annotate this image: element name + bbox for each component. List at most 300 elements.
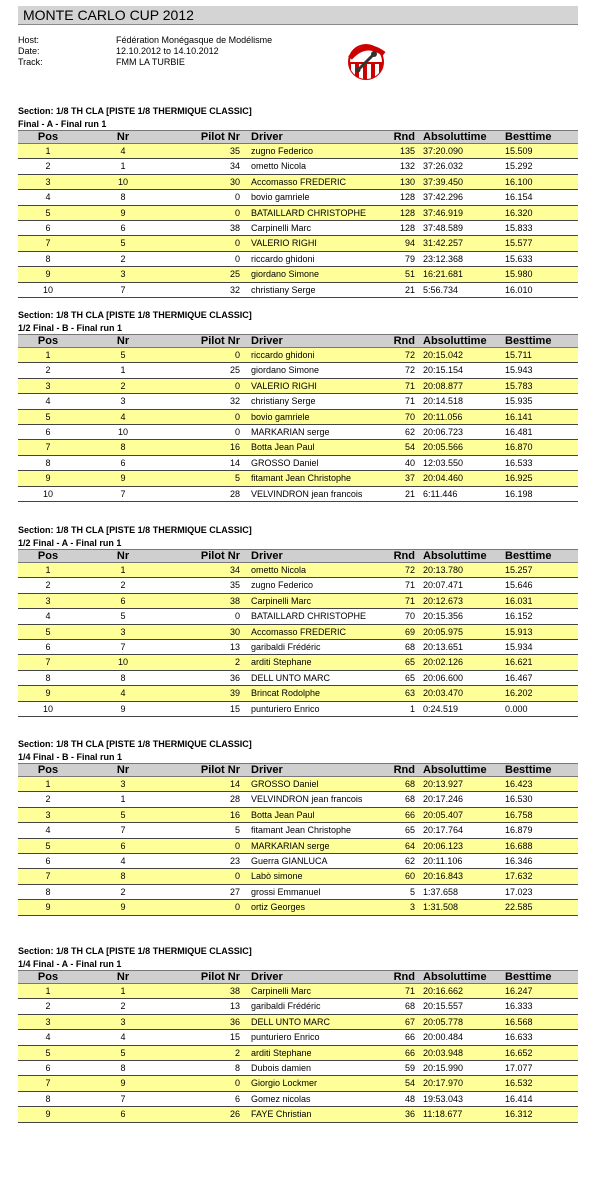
cell-absoluttime: 19:53.043 xyxy=(423,1093,464,1104)
cell-pos: 1 xyxy=(45,350,51,360)
cell-driver: Brincat Rodolphe xyxy=(251,688,321,699)
table-row xyxy=(18,144,578,159)
column-header-pos: Pos xyxy=(37,131,59,143)
cell-absoluttime: 5:56.734 xyxy=(423,284,459,295)
cell-pos: 5 xyxy=(45,1047,51,1058)
cell-besttime: 16.031 xyxy=(505,595,533,606)
cell-pos: 3 xyxy=(45,595,51,606)
column-header-absoluttime: Absoluttime xyxy=(423,335,487,347)
cell-rnd: 72 xyxy=(404,350,415,360)
table-row xyxy=(18,885,578,900)
cell-driver: VELVINDRON jean francois xyxy=(251,794,363,805)
cell-besttime: 16.621 xyxy=(505,657,533,668)
cell-rnd: 65 xyxy=(404,672,415,683)
cell-absoluttime: 20:05.566 xyxy=(423,442,464,453)
table-row xyxy=(18,854,578,869)
column-header-besttime: Besttime xyxy=(505,971,552,983)
cell-pilot-nr: 28 xyxy=(229,488,240,499)
table-header xyxy=(18,549,578,563)
cell-rnd: 66 xyxy=(404,1047,415,1058)
cell-rnd: 71 xyxy=(404,380,415,391)
column-header-driver: Driver xyxy=(251,550,283,562)
column-header-absoluttime: Absoluttime xyxy=(423,131,487,143)
cell-pos: 9 xyxy=(45,269,51,280)
cell-absoluttime: 20:02.126 xyxy=(423,657,464,668)
cell-besttime: 16.758 xyxy=(505,809,533,820)
table-row xyxy=(18,190,578,205)
cell-nr: 4 xyxy=(120,855,126,866)
cell-nr: 9 xyxy=(120,1078,126,1089)
table-row xyxy=(18,1061,578,1076)
cell-pos: 7 xyxy=(45,442,51,453)
cell-besttime: 17.023 xyxy=(505,886,533,897)
cell-pilot-nr: 34 xyxy=(229,161,240,172)
cell-besttime: 16.568 xyxy=(505,1016,533,1027)
cell-besttime: 16.652 xyxy=(505,1047,533,1058)
cell-pos: 8 xyxy=(45,1093,51,1104)
cell-besttime: 15.934 xyxy=(505,641,533,652)
info-value: 12.10.2012 to 14.10.2012 xyxy=(116,46,219,56)
cell-nr: 7 xyxy=(120,825,126,836)
section-subtitle: Final - A - Final run 1 xyxy=(18,119,107,129)
cell-absoluttime: 20:06.600 xyxy=(423,672,464,683)
cell-pos: 2 xyxy=(45,1001,51,1012)
table-row xyxy=(18,869,578,884)
cell-pos: 2 xyxy=(45,794,51,805)
cell-driver: Labò simone xyxy=(251,871,303,882)
cell-absoluttime: 16:21.681 xyxy=(423,269,464,280)
cell-rnd: 79 xyxy=(404,253,415,264)
cell-absoluttime: 20:03.470 xyxy=(423,688,464,699)
table-row xyxy=(18,563,578,578)
cell-rnd: 128 xyxy=(399,207,415,218)
cell-pilot-nr: 0 xyxy=(234,253,240,264)
cell-absoluttime: 20:17.246 xyxy=(423,794,464,805)
column-header-pos: Pos xyxy=(37,550,59,562)
column-header-rnd: Rnd xyxy=(393,131,415,143)
table-row xyxy=(18,425,578,440)
cell-nr: 7 xyxy=(120,488,126,499)
cell-absoluttime: 20:12.673 xyxy=(423,595,464,606)
column-header-pos: Pos xyxy=(37,764,59,776)
cell-driver: VALERIO RIGHI xyxy=(251,238,317,249)
cell-rnd: 64 xyxy=(404,840,415,851)
column-header-besttime: Besttime xyxy=(505,335,552,347)
results-table xyxy=(18,549,578,717)
cell-rnd: 66 xyxy=(404,809,415,820)
cell-pilot-nr: 0 xyxy=(234,611,240,622)
cell-nr: 1 xyxy=(120,565,126,575)
cell-pilot-nr: 14 xyxy=(229,779,240,789)
cell-pilot-nr: 5 xyxy=(234,825,240,836)
cell-besttime: 16.247 xyxy=(505,986,533,996)
cell-besttime: 15.711 xyxy=(505,350,532,360)
cell-besttime: 16.423 xyxy=(505,779,533,789)
cell-pilot-nr: 14 xyxy=(229,457,240,468)
cell-driver: MARKARIAN serge xyxy=(251,426,330,437)
cell-absoluttime: 20:13.927 xyxy=(423,779,464,789)
cell-pos: 6 xyxy=(45,855,51,866)
cell-rnd: 71 xyxy=(404,396,415,407)
table-row xyxy=(18,363,578,378)
cell-absoluttime: 20:06.123 xyxy=(423,840,464,851)
cell-driver: arditi Stephane xyxy=(251,1047,312,1058)
column-header-driver: Driver xyxy=(251,971,283,983)
cell-driver: Carpinelli Marc xyxy=(251,986,312,996)
column-header-nr: Nr xyxy=(116,971,130,983)
cell-besttime: 16.467 xyxy=(505,672,533,683)
cell-pilot-nr: 16 xyxy=(229,809,240,820)
cell-driver: zugno Federico xyxy=(251,146,314,156)
cell-driver: giordano Simone xyxy=(251,365,320,376)
column-header-pos: Pos xyxy=(37,971,59,983)
cell-pilot-nr: 38 xyxy=(229,986,240,996)
cell-nr: 8 xyxy=(120,871,126,882)
table-row xyxy=(18,984,578,999)
table-row xyxy=(18,640,578,655)
cell-nr: 2 xyxy=(120,253,126,264)
cell-pos: 1 xyxy=(45,565,51,575)
table-row xyxy=(18,900,578,915)
cell-nr: 1 xyxy=(120,794,126,805)
section-title: Section: 1/8 TH CLA [PISTE 1/8 THERMIQUE CLASSIC] xyxy=(18,525,252,535)
table-row xyxy=(18,379,578,394)
cell-pilot-nr: 35 xyxy=(229,146,240,156)
cell-nr: 6 xyxy=(120,1109,126,1120)
cell-nr: 7 xyxy=(120,284,126,295)
cell-pilot-nr: 15 xyxy=(229,1032,240,1043)
cell-absoluttime: 20:00.484 xyxy=(423,1032,464,1043)
cell-rnd: 65 xyxy=(404,657,415,668)
cell-driver: giordano Simone xyxy=(251,269,320,280)
info-value: Fédération Monégasque de Modélisme xyxy=(116,35,273,45)
table-row xyxy=(18,1076,578,1091)
cell-rnd: 68 xyxy=(404,641,415,652)
cell-nr: 2 xyxy=(120,580,126,591)
cell-driver: garibaldi Frédéric xyxy=(251,641,321,652)
cell-besttime: 17.077 xyxy=(505,1062,533,1073)
cell-besttime: 15.833 xyxy=(505,222,533,233)
cell-driver: bovio gamriele xyxy=(251,411,310,422)
column-header-rnd: Rnd xyxy=(393,764,415,776)
cell-driver: ometto Nicola xyxy=(251,565,307,575)
cell-rnd: 66 xyxy=(404,1032,415,1043)
cell-pilot-nr: 25 xyxy=(229,269,240,280)
cell-pos: 1 xyxy=(45,779,51,789)
cell-absoluttime: 37:48.589 xyxy=(423,222,464,233)
cell-pilot-nr: 5 xyxy=(234,473,240,484)
cell-pilot-nr: 30 xyxy=(229,626,240,637)
column-header-pilot-nr: Pilot Nr xyxy=(200,764,240,776)
cell-besttime: 16.320 xyxy=(505,207,533,218)
cell-absoluttime: 20:03.948 xyxy=(423,1047,464,1058)
cell-absoluttime: 23:12.368 xyxy=(423,253,464,264)
cell-driver: Accomasso FREDERIC xyxy=(251,176,347,187)
table-row xyxy=(18,823,578,838)
cell-pos: 7 xyxy=(45,871,51,882)
cell-pos: 10 xyxy=(42,703,53,714)
cell-pos: 9 xyxy=(45,473,51,484)
table-row xyxy=(18,410,578,425)
cell-absoluttime: 12:03.550 xyxy=(423,457,464,468)
column-header-driver: Driver xyxy=(251,131,283,143)
table-row xyxy=(18,999,578,1014)
table-row xyxy=(18,1030,578,1045)
table-row xyxy=(18,394,578,409)
cell-besttime: 15.646 xyxy=(505,580,533,591)
results-table xyxy=(18,763,578,916)
cell-nr: 1 xyxy=(120,365,126,376)
cell-absoluttime: 1:31.508 xyxy=(423,902,459,913)
table-header xyxy=(18,334,578,348)
cell-absoluttime: 20:15.990 xyxy=(423,1062,464,1073)
table-row xyxy=(18,487,578,502)
cell-driver: FAYE Christian xyxy=(251,1109,312,1120)
cell-rnd: 36 xyxy=(404,1109,415,1120)
cell-pilot-nr: 0 xyxy=(234,1078,240,1089)
cell-pos: 5 xyxy=(45,626,51,637)
cell-nr: 5 xyxy=(120,1047,126,1058)
cell-nr: 1 xyxy=(120,986,126,996)
cell-driver: fitamant Jean Christophe xyxy=(251,825,352,836)
cell-nr: 9 xyxy=(120,207,126,218)
cell-besttime: 16.312 xyxy=(505,1109,533,1120)
cell-driver: Botta Jean Paul xyxy=(251,442,315,453)
column-header-absoluttime: Absoluttime xyxy=(423,971,487,983)
column-header-pilot-nr: Pilot Nr xyxy=(200,131,240,143)
cell-pilot-nr: 25 xyxy=(229,365,240,376)
cell-rnd: 40 xyxy=(404,457,415,468)
cell-nr: 4 xyxy=(120,688,126,699)
cell-rnd: 1 xyxy=(409,703,415,714)
cell-besttime: 16.141 xyxy=(505,411,533,422)
column-header-driver: Driver xyxy=(251,764,283,776)
cell-driver: arditi Stephane xyxy=(251,657,312,668)
cell-rnd: 3 xyxy=(409,902,415,913)
cell-nr: 3 xyxy=(120,626,126,637)
cell-nr: 3 xyxy=(120,269,126,280)
cell-driver: Botta Jean Paul xyxy=(251,809,315,820)
cell-nr: 3 xyxy=(120,1016,126,1027)
cell-driver: ometto Nicola xyxy=(251,161,307,172)
cell-nr: 2 xyxy=(120,886,126,897)
cell-pilot-nr: 36 xyxy=(229,1016,240,1027)
results-table xyxy=(18,970,578,1123)
column-header-besttime: Besttime xyxy=(505,550,552,562)
page-title-bar xyxy=(18,6,578,25)
table-row xyxy=(18,594,578,609)
cell-driver: grossi Emmanuel xyxy=(251,886,321,897)
cell-driver: zugno Federico xyxy=(251,580,314,591)
cell-driver: VALERIO RIGHI xyxy=(251,380,317,391)
cell-nr: 4 xyxy=(120,1032,126,1043)
cell-rnd: 51 xyxy=(404,269,415,280)
cell-pos: 8 xyxy=(45,457,51,468)
cell-rnd: 132 xyxy=(399,161,415,172)
cell-besttime: 15.943 xyxy=(505,365,533,376)
table-row xyxy=(18,252,578,267)
table-row xyxy=(18,348,578,363)
column-header-absoluttime: Absoluttime xyxy=(423,764,487,776)
cell-pos: 5 xyxy=(45,840,51,851)
cell-rnd: 72 xyxy=(404,365,415,376)
info-label: Track: xyxy=(18,57,43,67)
cell-absoluttime: 20:05.975 xyxy=(423,626,464,637)
cell-rnd: 21 xyxy=(404,488,415,499)
table-row xyxy=(18,206,578,221)
cell-rnd: 70 xyxy=(404,411,415,422)
section-title: Section: 1/8 TH CLA [PISTE 1/8 THERMIQUE CLASSIC] xyxy=(18,310,252,320)
cell-besttime: 16.532 xyxy=(505,1078,533,1089)
cell-nr: 8 xyxy=(120,672,126,683)
cell-pos: 1 xyxy=(45,986,51,996)
table-row xyxy=(18,808,578,823)
table-header xyxy=(18,130,578,144)
table-row xyxy=(18,471,578,486)
column-header-pilot-nr: Pilot Nr xyxy=(200,335,240,347)
cell-rnd: 5 xyxy=(409,886,415,897)
section-subtitle: 1/2 Final - B - Final run 1 xyxy=(18,323,123,333)
table-row xyxy=(18,159,578,174)
table-row xyxy=(18,283,578,298)
cell-pos: 2 xyxy=(45,365,51,376)
cell-pos: 10 xyxy=(42,284,53,295)
cell-pos: 5 xyxy=(45,207,51,218)
cell-absoluttime: 20:06.723 xyxy=(423,426,464,437)
table-row xyxy=(18,456,578,471)
cell-driver: riccardo ghidoni xyxy=(251,253,315,264)
table-row xyxy=(18,236,578,251)
cell-driver: GROSSO Daniel xyxy=(251,457,319,468)
table-row xyxy=(18,1046,578,1061)
cell-besttime: 16.414 xyxy=(505,1093,533,1104)
cell-besttime: 15.577 xyxy=(505,238,533,249)
cell-driver: bovio gamriele xyxy=(251,192,310,203)
cell-besttime: 16.100 xyxy=(505,176,533,187)
cell-rnd: 94 xyxy=(404,238,415,249)
cell-rnd: 71 xyxy=(404,986,415,996)
cell-absoluttime: 20:11.106 xyxy=(423,855,463,866)
cell-besttime: 16.688 xyxy=(505,840,533,851)
column-header-rnd: Rnd xyxy=(393,550,415,562)
cell-besttime: 15.257 xyxy=(505,565,533,575)
column-header-absoluttime: Absoluttime xyxy=(423,550,487,562)
table-row xyxy=(18,671,578,686)
results-section xyxy=(18,523,578,717)
column-header-nr: Nr xyxy=(116,131,130,143)
cell-rnd: 60 xyxy=(404,871,415,882)
cell-driver: Carpinelli Marc xyxy=(251,222,312,233)
cell-pilot-nr: 28 xyxy=(229,794,240,805)
cell-rnd: 54 xyxy=(404,1078,415,1089)
cell-nr: 2 xyxy=(120,1001,126,1012)
cell-driver: BATAILLARD CHRISTOPHE xyxy=(251,611,367,622)
cell-besttime: 16.202 xyxy=(505,688,533,699)
cell-pos: 7 xyxy=(45,238,51,249)
cell-pilot-nr: 0 xyxy=(234,411,240,422)
cell-rnd: 128 xyxy=(399,192,415,203)
cell-pilot-nr: 0 xyxy=(234,380,240,391)
cell-absoluttime: 20:05.407 xyxy=(423,809,464,820)
cell-absoluttime: 20:17.970 xyxy=(423,1078,464,1089)
table-header xyxy=(18,763,578,777)
cell-rnd: 68 xyxy=(404,1001,415,1012)
cell-pos: 6 xyxy=(45,426,51,437)
cell-driver: punturiero Enrico xyxy=(251,703,320,714)
column-header-driver: Driver xyxy=(251,335,283,347)
cell-pos: 3 xyxy=(45,380,51,391)
section-title: Section: 1/8 TH CLA [PISTE 1/8 THERMIQUE CLASSIC] xyxy=(18,739,252,749)
cell-besttime: 15.509 xyxy=(505,146,533,156)
cell-besttime: 16.481 xyxy=(505,426,533,437)
cell-pilot-nr: 32 xyxy=(229,284,240,295)
cell-besttime: 15.292 xyxy=(505,161,533,172)
cell-pos: 7 xyxy=(45,1078,51,1089)
cell-pilot-nr: 8 xyxy=(234,1062,240,1073)
cell-rnd: 21 xyxy=(404,284,415,295)
cell-nr: 8 xyxy=(120,192,126,203)
cell-nr: 5 xyxy=(120,350,126,360)
table-row xyxy=(18,792,578,807)
cell-pilot-nr: 2 xyxy=(234,657,240,668)
cell-absoluttime: 1:37.658 xyxy=(423,886,459,897)
cell-nr: 6 xyxy=(120,222,126,233)
cell-pilot-nr: 0 xyxy=(234,871,240,882)
cell-rnd: 71 xyxy=(404,580,415,591)
table-row xyxy=(18,625,578,640)
cell-pos: 4 xyxy=(45,825,51,836)
cell-pilot-nr: 0 xyxy=(234,840,240,851)
cell-rnd: 62 xyxy=(404,426,415,437)
cell-pos: 4 xyxy=(45,192,51,203)
results-table xyxy=(18,130,578,298)
cell-absoluttime: 37:20.090 xyxy=(423,146,464,156)
cell-rnd: 130 xyxy=(399,176,415,187)
section-subtitle: 1/4 Final - A - Final run 1 xyxy=(18,959,122,969)
table-row xyxy=(18,609,578,624)
cell-pilot-nr: 2 xyxy=(234,1047,240,1058)
cell-rnd: 63 xyxy=(404,688,415,699)
cell-pos: 1 xyxy=(45,146,51,156)
column-header-nr: Nr xyxy=(116,335,130,347)
cell-driver: Guerra GIANLUCA xyxy=(251,855,328,866)
cell-absoluttime: 20:05.778 xyxy=(423,1016,464,1027)
cell-besttime: 15.913 xyxy=(505,626,533,637)
cell-driver: BATAILLARD CHRISTOPHE xyxy=(251,207,367,218)
cell-besttime: 17.632 xyxy=(505,871,533,882)
cell-nr: 3 xyxy=(120,396,126,407)
cell-absoluttime: 20:08.877 xyxy=(423,380,464,391)
cell-besttime: 22.585 xyxy=(505,902,533,913)
cell-besttime: 15.980 xyxy=(505,269,533,280)
cell-rnd: 67 xyxy=(404,1016,415,1027)
cell-absoluttime: 0:24.519 xyxy=(423,703,459,714)
cell-rnd: 72 xyxy=(404,565,415,575)
results-section xyxy=(18,944,578,1123)
cell-pilot-nr: 0 xyxy=(234,350,240,360)
cell-absoluttime: 20:15.356 xyxy=(423,611,464,622)
cell-absoluttime: 20:04.460 xyxy=(423,473,464,484)
cell-pos: 9 xyxy=(45,688,51,699)
cell-pilot-nr: 27 xyxy=(229,886,240,897)
cell-besttime: 16.010 xyxy=(505,284,533,295)
cell-absoluttime: 20:16.843 xyxy=(423,871,464,882)
table-row xyxy=(18,221,578,236)
cell-besttime: 16.152 xyxy=(505,611,533,622)
table-row xyxy=(18,440,578,455)
cell-pos: 3 xyxy=(45,809,51,820)
cell-pos: 9 xyxy=(45,902,51,913)
